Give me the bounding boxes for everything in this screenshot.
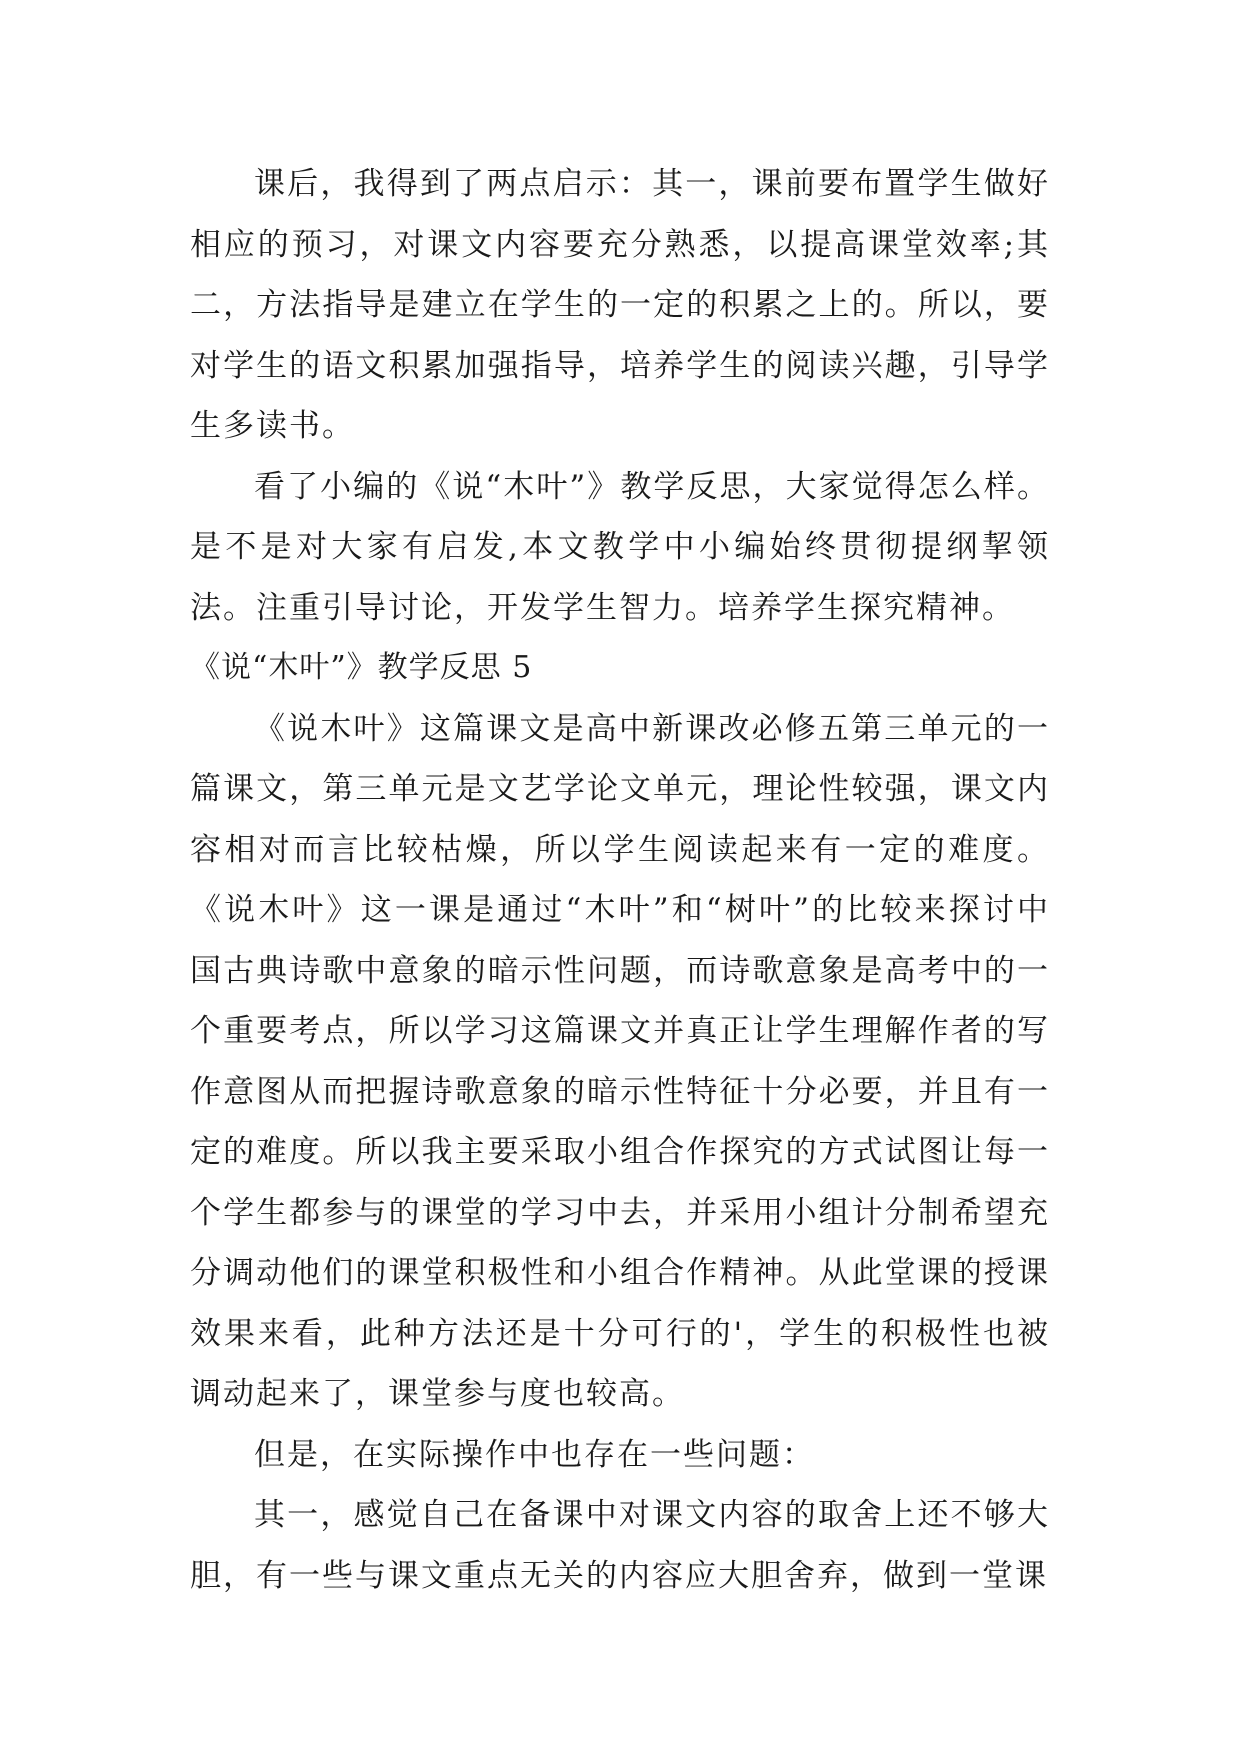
paragraph-problems-intro: 但是，在实际操作中也存在一些问题： — [254, 1436, 815, 1473]
paragraph-lesson-overview: 《说木叶》这篇课文是高中新课改必修五第三单元的一篇课文，第三单元是文艺学论文单元，理论性较强，课文内容相对而言比较枯燥，所以学生阅读起来有一定的难度。《说木叶》这一课是通过“木叶”和“树叶”的比较来探讨中国古典诗歌中意象的暗示性问题，而诗歌意象是高考中的一个重要考点，所以学习这篇课文并真正让学生理解作者的写作意图从而把握诗歌意象的暗示性特征十分必要，并且有一定的难度。所以我主要采取小组合作探究的方式试图让每一个学生都参与的课堂的学习中去，并采用小组计分制希望充分调动他们的课堂积极性和小组合作精神。从此堂课的授课效果来看，此种方法还是十分可行的'，学生的积极性也被调动起来了，课堂参与度也较高。 — [190, 710, 1050, 1412]
section-heading: 《说“木叶”》教学反思 5 — [190, 650, 533, 685]
paragraph-editor-note: 看了小编的《说“木叶”》教学反思，大家觉得怎么样。是不是对大家有启发,本文教学中小编始终贯彻提纲挈领法。注重引导讨论，开发学生智力。培养学生探究精神。 — [190, 468, 1050, 626]
paragraph-lesson-insights: 课后，我得到了两点启示：其一，课前要布置学生做好相应的预习，对课文内容要充分熟悉，以提高课堂效率;其二，方法指导是建立在学生的一定的积累之上的。所以，要对学生的语文积累加强指导，培养学生的阅读兴趣，引导学生多读书。 — [190, 166, 1050, 444]
document-body — [190, 154, 1050, 1606]
paragraph-problem-one: 其一，感觉自己在备课中对课文内容的取舍上还不够大胆，有一些与课文重点无关的内容应大胆舍弃，做到一堂课 — [190, 1497, 1050, 1594]
